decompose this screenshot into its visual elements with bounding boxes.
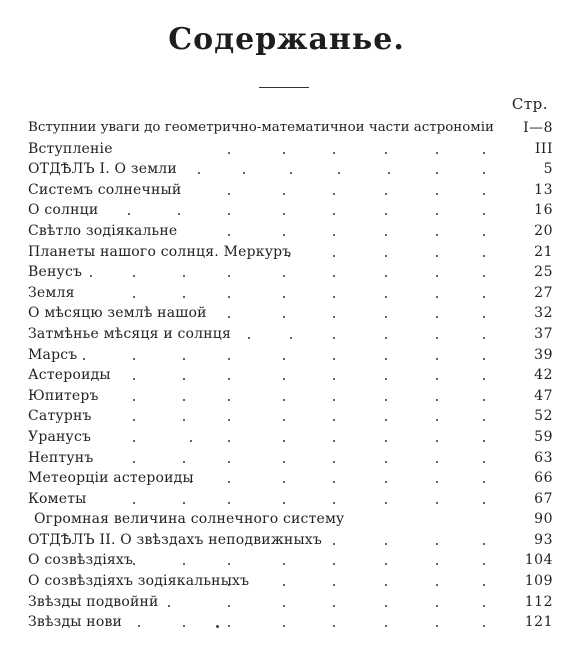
leader-dot xyxy=(248,337,250,339)
leader-dot xyxy=(283,358,285,360)
leader-dot xyxy=(436,440,438,442)
toc-entry-title: О мѣсяцю землѣ нашой xyxy=(28,305,207,322)
leader-dot xyxy=(483,625,485,627)
leader-dot xyxy=(436,543,438,545)
toc-entry-title: Астероиды xyxy=(28,367,111,384)
leader-dot xyxy=(385,625,387,627)
leader-dot xyxy=(183,275,185,277)
toc-entry xyxy=(28,448,553,469)
leader-dot xyxy=(436,337,438,339)
leader-dot xyxy=(483,461,485,463)
leader-dot xyxy=(228,234,230,236)
toc-entry-title: Юпитеръ xyxy=(28,387,99,404)
toc-entry-page: 37 xyxy=(534,325,553,342)
toc-entry-page: 66 xyxy=(534,470,553,487)
dot-leader xyxy=(28,427,513,448)
leader-dot xyxy=(483,234,485,236)
leader-dot xyxy=(385,440,387,442)
leader-dot xyxy=(385,563,387,565)
toc-entry-page: 63 xyxy=(534,449,553,466)
toc-entry-title: Земля xyxy=(28,284,75,301)
toc-entry-page: 121 xyxy=(524,614,553,631)
leader-dot xyxy=(385,419,387,421)
leader-dot xyxy=(483,296,485,298)
leader-dot xyxy=(283,605,285,607)
toc-entry xyxy=(28,550,553,571)
leader-dot xyxy=(333,378,335,380)
leader-dot xyxy=(228,502,230,504)
leader-dot xyxy=(283,419,285,421)
leader-dot xyxy=(333,481,335,483)
leader-dot xyxy=(483,152,485,154)
toc-entry xyxy=(28,118,553,139)
toc-entry xyxy=(28,427,553,448)
leader-dot xyxy=(228,213,230,215)
leader-dot xyxy=(483,378,485,380)
toc-entry-page: 13 xyxy=(534,181,553,198)
leader-dot xyxy=(228,378,230,380)
leader-dot xyxy=(436,275,438,277)
leader-dot xyxy=(133,358,135,360)
leader-dot xyxy=(133,502,135,504)
leader-dot xyxy=(388,172,390,174)
leader-dot xyxy=(133,440,135,442)
leader-dot xyxy=(483,275,485,277)
leader-dot xyxy=(83,358,85,360)
leader-dot xyxy=(385,378,387,380)
leader-dot xyxy=(183,563,185,565)
leader-dot xyxy=(385,502,387,504)
leader-dot xyxy=(283,563,285,565)
leader-dot xyxy=(436,172,438,174)
leader-dot xyxy=(436,296,438,298)
leader-dot xyxy=(333,234,335,236)
leader-dot xyxy=(283,296,285,298)
leader-dot xyxy=(283,193,285,195)
toc-entry-title: Венусъ xyxy=(28,264,83,281)
leader-dot xyxy=(385,358,387,360)
leader-dot xyxy=(133,399,135,401)
toc-entry-page: 47 xyxy=(534,387,553,404)
leader-dot xyxy=(228,316,230,318)
dot-leader xyxy=(28,200,513,221)
page-title: Содержанье. xyxy=(168,22,405,57)
dot-leader xyxy=(28,489,513,510)
leader-dot xyxy=(283,399,285,401)
toc-entry-page: 5 xyxy=(543,161,553,178)
toc-entry-page: 93 xyxy=(534,531,553,548)
toc-entry-title: Планеты нашого солнця. Меркуръ xyxy=(28,243,292,260)
toc-entry-title: О солнци xyxy=(28,202,99,219)
leader-dot xyxy=(333,255,335,257)
toc-entry xyxy=(28,262,553,283)
leader-dot xyxy=(283,275,285,277)
leader-dot xyxy=(290,172,292,174)
leader-dot xyxy=(333,563,335,565)
leader-dot xyxy=(385,337,387,339)
leader-dot xyxy=(436,502,438,504)
leader-dot xyxy=(436,399,438,401)
toc-entry-page: 42 xyxy=(534,367,553,384)
dot-leader xyxy=(28,406,513,427)
toc-entry xyxy=(28,530,553,551)
toc-entry xyxy=(28,406,553,427)
toc-entry-page: 109 xyxy=(524,573,553,590)
leader-dot xyxy=(178,213,180,215)
toc-entry-title: Системъ солнечный xyxy=(28,181,182,198)
leader-dot xyxy=(133,275,135,277)
leader-dot xyxy=(333,337,335,339)
toc-entry xyxy=(28,489,553,510)
toc-entry-title: Затмѣнье мѣсяця и солнця xyxy=(28,325,232,342)
leader-dot xyxy=(385,543,387,545)
leader-dot xyxy=(133,378,135,380)
toc-entry-page: 21 xyxy=(534,243,553,260)
toc-entry-title: Звѣзды подвойнй xyxy=(28,593,159,610)
leader-dot xyxy=(198,172,200,174)
toc-entry-title: Сатурнъ xyxy=(28,408,92,425)
leader-dot xyxy=(385,152,387,154)
leader-dot xyxy=(436,255,438,257)
toc-entry xyxy=(28,180,553,201)
toc-entry-page: 32 xyxy=(534,305,553,322)
leader-dot xyxy=(333,193,335,195)
leader-dot xyxy=(283,152,285,154)
leader-dot xyxy=(483,213,485,215)
leader-dot xyxy=(128,213,130,215)
page-column-header: Стр. xyxy=(511,95,548,113)
leader-dot xyxy=(183,358,185,360)
leader-dot xyxy=(436,461,438,463)
leader-dot xyxy=(333,399,335,401)
toc-entry xyxy=(28,200,553,221)
toc-entry xyxy=(28,324,553,345)
toc-entry-page: 27 xyxy=(534,284,553,301)
toc-entry-page: I—8 xyxy=(523,120,553,136)
toc-entry-title: Вступленіе xyxy=(28,140,113,157)
leader-dot xyxy=(483,563,485,565)
leader-dot xyxy=(385,605,387,607)
toc-entry-title: ОТДѢЛЪ I. О земли xyxy=(28,161,177,178)
title-rule xyxy=(259,87,309,88)
toc-entry-page: 52 xyxy=(534,408,553,425)
toc-entry-title: Кометы xyxy=(28,490,87,507)
leader-dot xyxy=(483,399,485,401)
toc-entry-page: 20 xyxy=(534,222,553,239)
leader-dot xyxy=(228,358,230,360)
toc-entry-title: Нептунъ xyxy=(28,449,94,466)
leader-dot xyxy=(283,481,285,483)
toc-entry-page: 67 xyxy=(534,490,553,507)
toc-entry-page: 59 xyxy=(534,428,553,445)
leader-dot xyxy=(436,605,438,607)
toc-entry xyxy=(28,303,553,324)
leader-dot xyxy=(283,213,285,215)
leader-dot xyxy=(483,193,485,195)
leader-dot xyxy=(483,605,485,607)
leader-dot xyxy=(436,152,438,154)
toc-entry-page: 25 xyxy=(534,264,553,281)
table-of-contents xyxy=(28,118,553,633)
leader-dot xyxy=(483,419,485,421)
leader-dot xyxy=(385,296,387,298)
leader-dot xyxy=(483,255,485,257)
leader-dot xyxy=(483,481,485,483)
toc-entry xyxy=(28,221,553,242)
toc-entry-title: О созвѣздіяхъ зодіякальныхъ xyxy=(28,573,250,590)
leader-dot xyxy=(333,502,335,504)
toc-entry xyxy=(28,386,553,407)
leader-dot xyxy=(333,296,335,298)
dot-leader xyxy=(28,448,513,469)
leader-dot xyxy=(436,419,438,421)
toc-entry xyxy=(28,139,553,160)
leader-dot xyxy=(133,563,135,565)
leader-dot xyxy=(243,172,245,174)
leader-dot xyxy=(283,461,285,463)
toc-entry xyxy=(28,468,553,489)
leader-dot xyxy=(283,584,285,586)
toc-entry-title: Вступнии уваги до геометрично-математичнои части астрономіи xyxy=(28,120,494,135)
leader-dot xyxy=(133,461,135,463)
leader-dot xyxy=(385,255,387,257)
leader-dot xyxy=(228,440,230,442)
leader-dot xyxy=(183,461,185,463)
toc-entry xyxy=(28,242,553,263)
toc-entry-title: Метеорціи астероиды xyxy=(28,470,194,487)
leader-dot xyxy=(385,193,387,195)
leader-dot xyxy=(436,563,438,565)
toc-entry-page: III xyxy=(534,140,553,157)
leader-dot xyxy=(228,296,230,298)
dot-leader xyxy=(28,262,513,283)
leader-dot xyxy=(436,213,438,215)
leader-dot xyxy=(183,502,185,504)
leader-dot xyxy=(436,625,438,627)
leader-dot xyxy=(90,275,92,277)
leader-dot xyxy=(333,584,335,586)
toc-entry-title: Огромная величина солнечного системy xyxy=(34,511,345,528)
leader-dot xyxy=(436,234,438,236)
toc-entry xyxy=(28,571,553,592)
leader-dot xyxy=(333,605,335,607)
leader-dot xyxy=(283,440,285,442)
leader-dot xyxy=(333,625,335,627)
leader-dot xyxy=(283,316,285,318)
leader-dot xyxy=(133,296,135,298)
leader-dot xyxy=(333,461,335,463)
leader-dot xyxy=(385,584,387,586)
leader-dot xyxy=(483,543,485,545)
toc-entry xyxy=(28,509,553,530)
leader-dot xyxy=(385,316,387,318)
leader-dot xyxy=(183,378,185,380)
leader-dot xyxy=(483,172,485,174)
leader-dot xyxy=(228,399,230,401)
leader-dot xyxy=(483,440,485,442)
toc-entry xyxy=(28,592,553,613)
toc-entry xyxy=(28,345,553,366)
leader-dot xyxy=(436,584,438,586)
leader-dot xyxy=(168,605,170,607)
leader-dot xyxy=(333,358,335,360)
leader-dot xyxy=(283,234,285,236)
leader-dot xyxy=(228,605,230,607)
leader-dot xyxy=(333,213,335,215)
leader-dot xyxy=(436,378,438,380)
leader-dot xyxy=(228,563,230,565)
toc-entry-page: 16 xyxy=(534,202,553,219)
leader-dot xyxy=(190,440,192,442)
leader-dot xyxy=(283,502,285,504)
toc-entry-title: Свѣтло зодіякальне xyxy=(28,222,178,239)
leader-dot xyxy=(228,625,230,627)
leader-dot xyxy=(183,419,185,421)
leader-dot xyxy=(333,440,335,442)
leader-dot xyxy=(283,378,285,380)
leader-dot xyxy=(436,193,438,195)
leader-dot xyxy=(228,481,230,483)
leader-dot xyxy=(333,543,335,545)
leader-dot xyxy=(138,625,140,627)
leader-dot xyxy=(385,461,387,463)
leader-dot xyxy=(333,275,335,277)
leader-dot xyxy=(183,399,185,401)
leader-dot xyxy=(436,358,438,360)
leader-dot xyxy=(385,213,387,215)
toc-entry xyxy=(28,159,553,180)
leader-dot xyxy=(436,481,438,483)
leader-dot xyxy=(436,316,438,318)
leader-dot xyxy=(385,234,387,236)
leader-dot xyxy=(228,275,230,277)
leader-dot xyxy=(283,625,285,627)
leader-dot xyxy=(290,337,292,339)
leader-dot xyxy=(333,419,335,421)
toc-entry-page: 104 xyxy=(524,552,553,569)
toc-entry-title: Звѣзды нови xyxy=(28,614,123,631)
leader-dot xyxy=(483,337,485,339)
dot-leader xyxy=(28,345,513,366)
toc-entry xyxy=(28,283,553,304)
leader-dot xyxy=(483,316,485,318)
toc-entry xyxy=(28,365,553,386)
toc-entry-title: Марсъ xyxy=(28,346,78,363)
leader-dot xyxy=(385,275,387,277)
toc-entry xyxy=(28,612,553,633)
toc-entry-title: ОТДѢЛЪ II. О звѣздахъ неподвижныхъ xyxy=(28,531,322,548)
leader-dot xyxy=(228,193,230,195)
leader-dot xyxy=(228,152,230,154)
leader-dot xyxy=(183,296,185,298)
leader-dot xyxy=(338,172,340,174)
leader-dot xyxy=(385,481,387,483)
leader-dot xyxy=(228,419,230,421)
dot-leader xyxy=(28,283,513,304)
leader-dot xyxy=(133,419,135,421)
leader-dot xyxy=(483,502,485,504)
toc-entry-page: 112 xyxy=(524,593,553,610)
toc-entry-page: 90 xyxy=(534,511,553,528)
toc-entry-title: О созвѣздіяхъ xyxy=(28,552,134,569)
print-speck xyxy=(216,625,219,628)
dot-leader xyxy=(28,386,513,407)
leader-dot xyxy=(228,461,230,463)
toc-entry-title: Уранусъ xyxy=(28,428,92,445)
leader-dot xyxy=(333,316,335,318)
leader-dot xyxy=(183,625,185,627)
leader-dot xyxy=(333,152,335,154)
leader-dot xyxy=(385,399,387,401)
leader-dot xyxy=(483,358,485,360)
toc-entry-page: 39 xyxy=(534,346,553,363)
leader-dot xyxy=(483,584,485,586)
